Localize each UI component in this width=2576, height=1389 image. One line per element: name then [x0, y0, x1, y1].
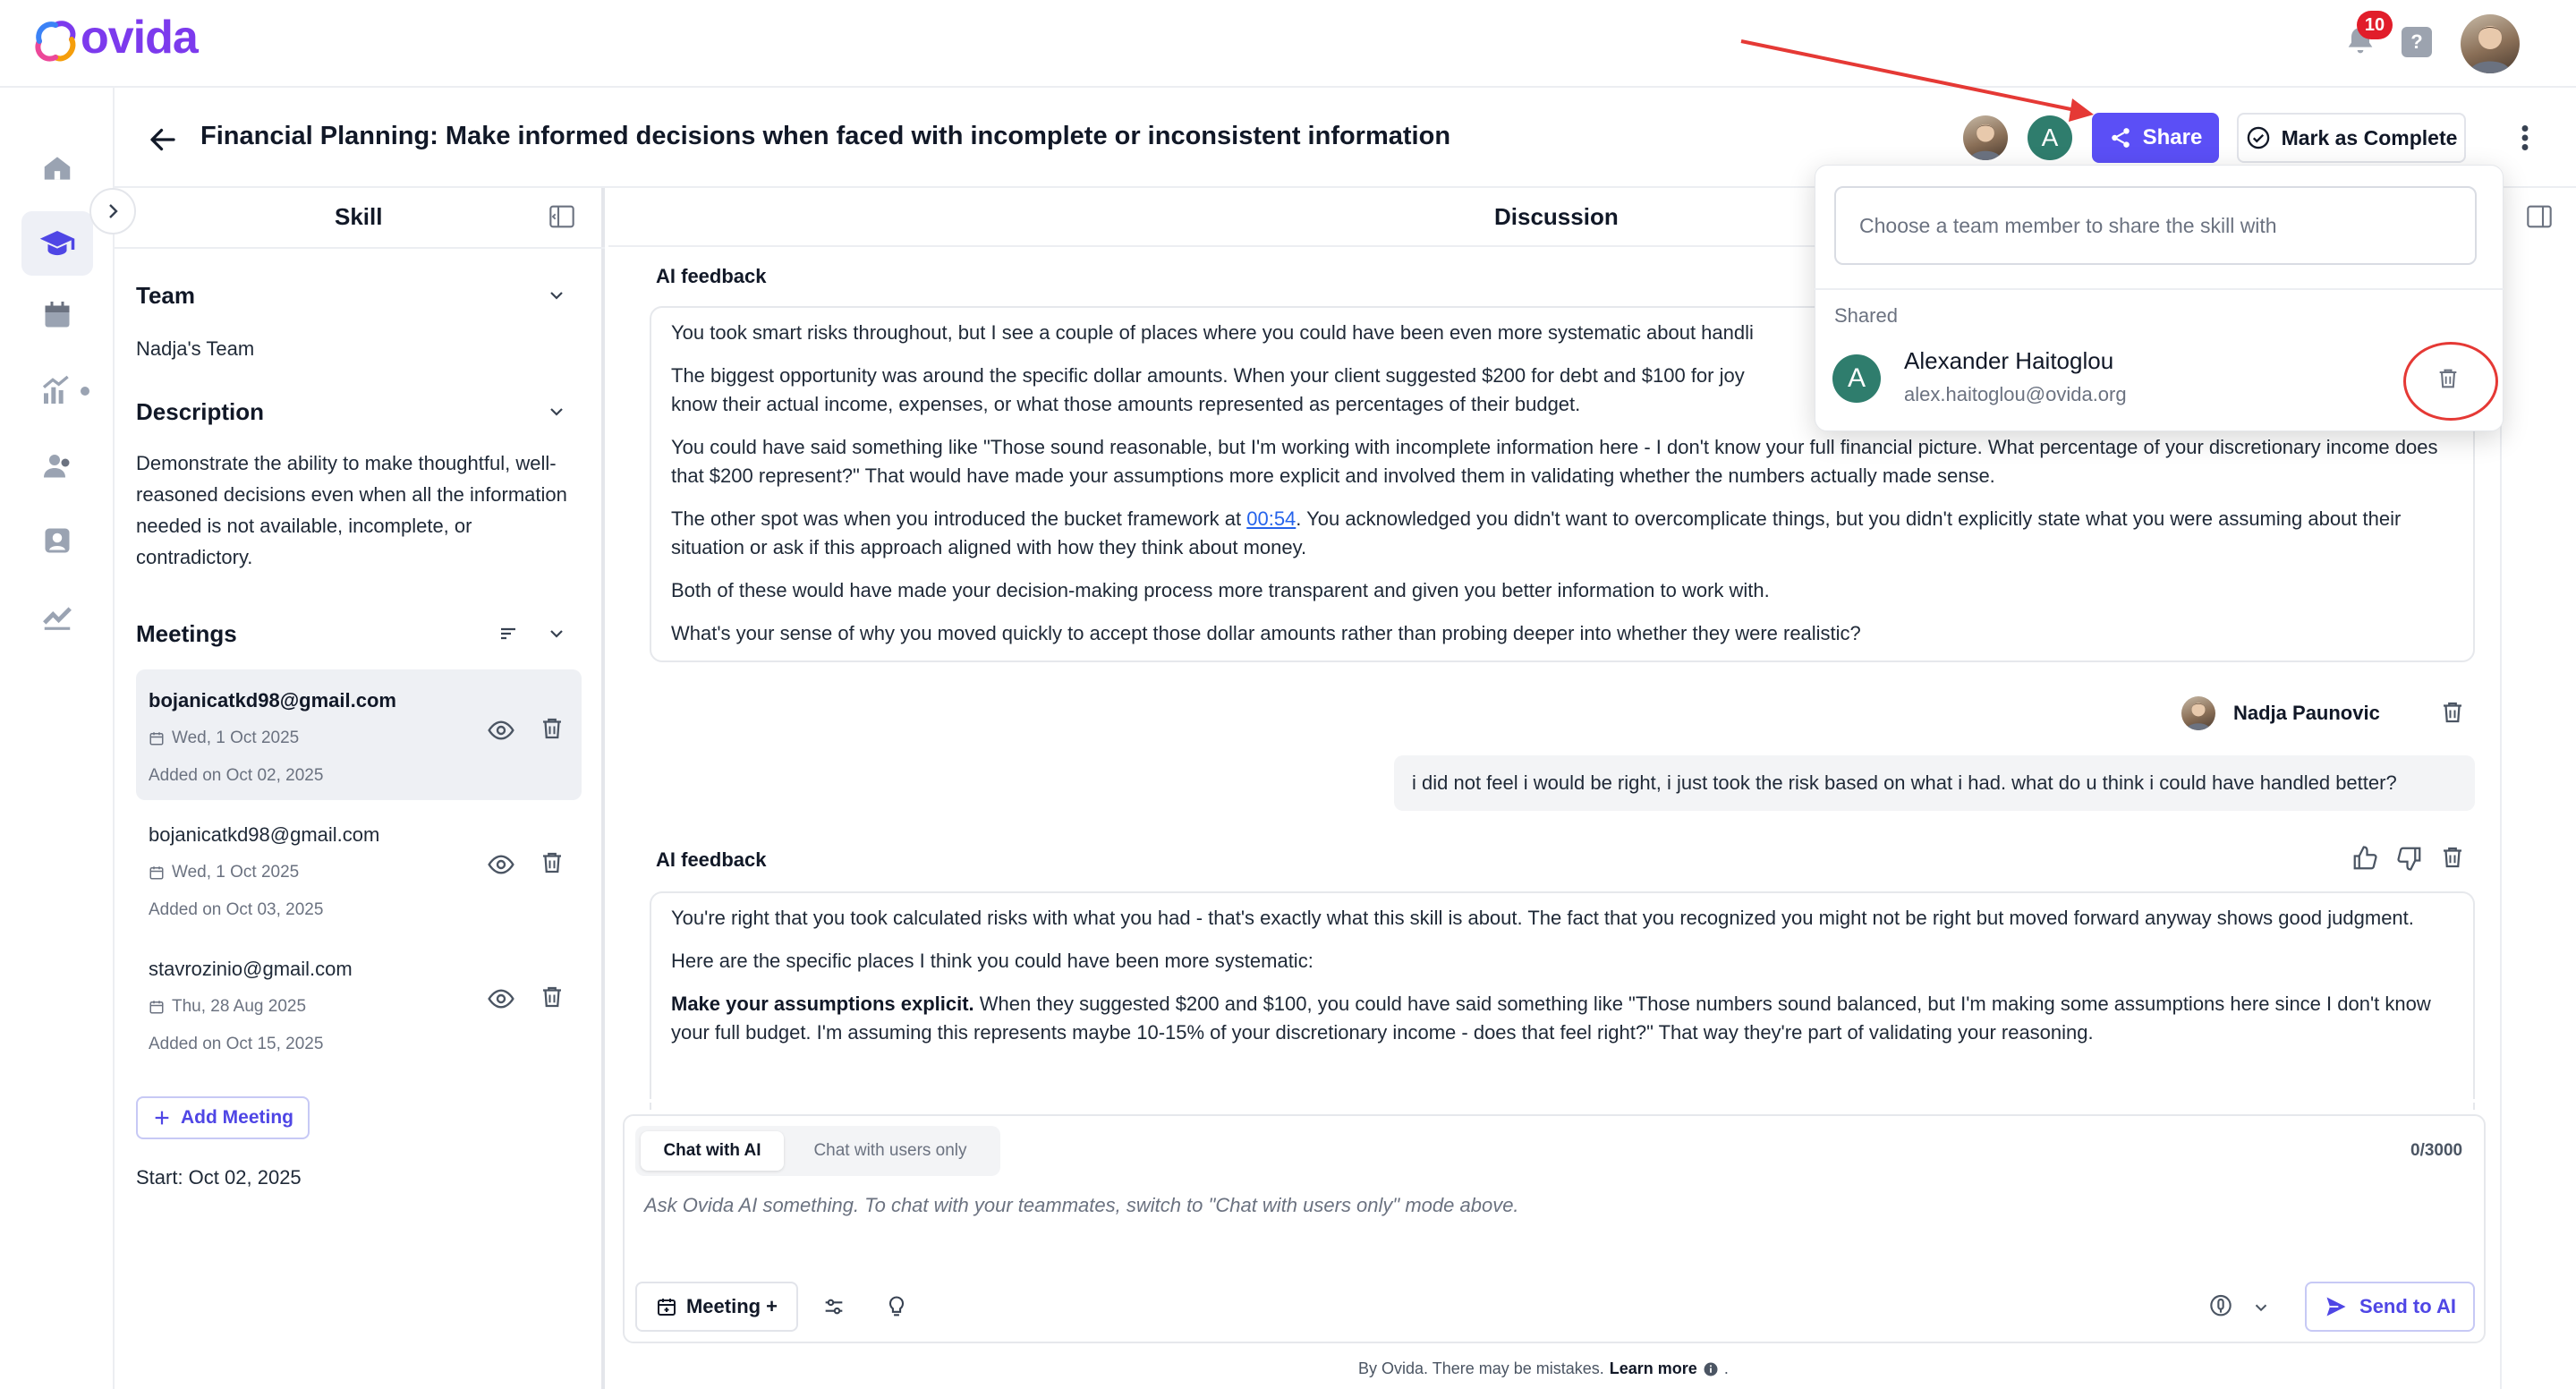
trend-icon: [40, 599, 74, 633]
user-avatar[interactable]: [2461, 14, 2520, 73]
team-chevron-down-icon[interactable]: [546, 285, 567, 306]
feedback-bold-text: Make your assumptions explicit.: [671, 993, 974, 1015]
nav-calendar[interactable]: [21, 283, 93, 347]
feedback-text: . You acknowledged you didn't want to overcomplicate things, but you didn't explicitly state what you were assuming about their situation or ask if this approach aligned with how they think about money.: [671, 507, 2402, 558]
ai-feedback-label: AI feedback: [656, 265, 767, 287]
meetings-title: Meetings: [136, 620, 237, 647]
meeting-added: Added on Oct 15, 2025: [149, 1035, 324, 1053]
delete-trash-icon[interactable]: [539, 714, 565, 743]
nav-people[interactable]: [21, 433, 93, 498]
annotation-circle: [2403, 342, 2498, 421]
meeting-item[interactable]: [136, 938, 582, 1069]
profile-icon: [41, 524, 73, 557]
right-collapsed-panel: [2500, 188, 2576, 1389]
feedback-paragraph: [671, 505, 2452, 562]
feedback-paragraph: Here are the specific places I think you could have been more systematic:: [671, 950, 1314, 972]
mic-options-chevron-down-icon[interactable]: [2251, 1298, 2271, 1317]
meetings-chevron-down-icon[interactable]: [546, 623, 567, 644]
team-title: Team: [136, 282, 195, 309]
feedback-paragraph: You took smart risks throughout, but I see a couple of places where you could have been even more systematic about handli: [671, 321, 1754, 344]
check-circle-icon: [2246, 125, 2271, 150]
meeting-button[interactable]: [635, 1282, 798, 1332]
home-icon: [40, 151, 74, 185]
meeting-email: bojanicatkd98@gmail.com: [149, 689, 396, 712]
plus-icon: [152, 1108, 172, 1128]
thumbs-down-icon[interactable]: [2396, 845, 2423, 872]
page-title: Financial Planning: Make informed decisions when faced with incomplete or inconsistent information: [200, 122, 1451, 150]
meeting-date: [149, 863, 299, 882]
feedback-paragraph: Both of these would have made your decision-making process more transparent and given you better information to work with.: [671, 579, 1770, 601]
divider: [608, 1099, 2500, 1103]
delete-trash-icon[interactable]: [539, 983, 565, 1011]
learn-more-link[interactable]: Learn more: [1609, 1359, 1697, 1377]
info-icon: [1703, 1361, 1719, 1377]
calendar-icon: [149, 730, 165, 746]
graduation-cap-icon: [38, 225, 76, 262]
divider: [115, 247, 605, 249]
team-member-search-input[interactable]: Choose a team member to share the skill with: [1834, 186, 2477, 265]
shared-member-email: alex.haitoglou@ovida.org: [1904, 383, 2127, 405]
feedback-paragraph: The biggest opportunity was around the specific dollar amounts. When your client suggested $200 for debt and $100 for joy: [671, 364, 1745, 387]
meeting-date-text: Thu, 28 Aug 2025: [172, 997, 307, 1016]
app-logo-text[interactable]: ovida: [81, 12, 198, 64]
delete-feedback-trash-icon[interactable]: [2439, 843, 2466, 872]
more-options-icon[interactable]: [2514, 122, 2536, 154]
top-bar: [0, 0, 2576, 88]
meeting-email: bojanicatkd98@gmail.com: [149, 823, 380, 846]
send-button-label: Send to AI: [2359, 1295, 2456, 1317]
participant-avatar-initial[interactable]: A: [2028, 115, 2072, 160]
feedback-paragraph: know their actual income, expenses, or what those amounts represented as percentages of their budget.: [671, 393, 1581, 415]
ai-feedback-label: AI feedback: [656, 848, 767, 871]
users-icon: [41, 449, 73, 481]
feedback-paragraph: You're right that you took calculated risks with what you had - that's exactly what this skill is about. The fact that you recognized you might not be right but moved forward anyway shows good judgment.: [671, 907, 2414, 929]
expand-panel-icon[interactable]: [2525, 202, 2554, 231]
send-icon: [2324, 1294, 2349, 1319]
user-message-name: Nadja Paunovic: [2233, 702, 2380, 724]
meeting-added: Added on Oct 03, 2025: [149, 900, 324, 919]
feedback-paragraph: What's your sense of why you moved quickly to accept those dollar amounts rather than probing deeper into whether they were realistic?: [671, 622, 1861, 644]
footer-period: .: [1723, 1359, 1729, 1377]
lightbulb-icon[interactable]: [884, 1294, 909, 1319]
character-counter: 0/3000: [2410, 1141, 2463, 1160]
nav-reports[interactable]: [21, 584, 93, 648]
participant-avatar-photo[interactable]: [1963, 115, 2008, 160]
timestamp-link[interactable]: 00:54: [1246, 507, 1297, 530]
shared-member-name: Alexander Haitoglou: [1904, 347, 2114, 374]
calendar-icon: [41, 299, 73, 331]
calendar-icon: [149, 999, 165, 1015]
annotation-arrow-icon: [1736, 32, 2112, 122]
meeting-date: [149, 997, 306, 1017]
tab-chat-with-ai[interactable]: Chat with AI: [641, 1131, 784, 1171]
chart-icon: [39, 372, 75, 408]
calendar-icon: [149, 865, 165, 881]
notification-badge: 10: [2357, 11, 2393, 39]
meeting-added: Added on Oct 02, 2025: [149, 766, 324, 785]
help-icon[interactable]: ?: [2402, 27, 2432, 57]
message-input[interactable]: Ask Ovida AI something. To chat with your teammates, switch to "Chat with users only" mode above.: [644, 1194, 1519, 1216]
nav-profile[interactable]: [21, 508, 93, 573]
nav-home[interactable]: [21, 136, 93, 200]
expand-nav-button[interactable]: [89, 188, 136, 234]
settings-sliders-icon[interactable]: [821, 1294, 846, 1319]
description-title: Description: [136, 398, 265, 425]
nav-analytics[interactable]: [21, 358, 93, 422]
add-meeting-button[interactable]: [136, 1096, 310, 1139]
add-meeting-label: Add Meeting: [181, 1107, 293, 1128]
view-eye-icon[interactable]: [487, 850, 515, 879]
shared-label: Shared: [1834, 304, 1898, 327]
thumbs-up-icon[interactable]: [2351, 845, 2378, 872]
meeting-item[interactable]: [136, 804, 582, 934]
send-to-ai-button[interactable]: [2305, 1282, 2475, 1332]
meeting-button-label: Meeting +: [685, 1295, 778, 1317]
ovida-logo-icon[interactable]: [32, 18, 79, 64]
mark-complete-button[interactable]: [2237, 113, 2466, 163]
team-name: Nadja's Team: [136, 337, 255, 360]
meeting-date-text: Wed, 1 Oct 2025: [172, 863, 300, 882]
nav-rail: [0, 88, 115, 1389]
start-date: Start: Oct 02, 2025: [136, 1166, 302, 1189]
nav-skills[interactable]: [21, 211, 93, 276]
feedback-paragraph: You could have said something like "Those sound reasonable, but I'm working with incomplete information here - I don't know your full financial picture. What percentage of your discretionary income does that $200 represent?" That would have made your assumptions more explicit and involved them in validating whether the numbers actually made sense.: [671, 436, 2438, 487]
chevron-right-icon: [102, 200, 123, 222]
view-eye-icon[interactable]: [487, 716, 515, 745]
discussion-title: Discussion: [1494, 203, 1619, 230]
divider: [1815, 288, 2504, 290]
back-arrow-icon[interactable]: [147, 124, 179, 156]
delete-trash-icon[interactable]: [539, 848, 565, 877]
share-button-label: Share: [2142, 125, 2203, 149]
mark-complete-label: Mark as Complete: [2281, 125, 2458, 149]
skill-panel-title: Skill: [335, 203, 383, 230]
user-message-avatar: [2181, 696, 2215, 730]
description-text: Demonstrate the ability to make thoughtful, well-reasoned decisions even when all the information needed is not available, incomplete, or contradictory.: [136, 452, 567, 568]
footer-disclaimer: [1358, 1359, 1729, 1378]
meeting-date: [149, 729, 299, 748]
description-chevron-down-icon[interactable]: [546, 401, 567, 422]
calendar-plus-icon: [656, 1296, 677, 1317]
shared-member-avatar: A: [1832, 354, 1881, 403]
disclaimer-text: By Ovida. There may be mistakes.: [1358, 1359, 1604, 1377]
view-eye-icon[interactable]: [487, 984, 515, 1013]
feedback-paragraph: [671, 990, 2452, 1047]
tab-chat-with-users[interactable]: Chat with users only: [813, 1141, 967, 1160]
microphone-icon[interactable]: [2206, 1292, 2235, 1321]
share-icon: [2109, 126, 2132, 149]
feedback-text: The other spot was when you introduced the bucket framework at: [671, 507, 1247, 530]
meeting-item[interactable]: [136, 669, 582, 800]
feedback-text: When they suggested $200 and $100, you could have said something like "Those numbers sound balanced, but I'm making some assumptions here since I don't know your full budget. I'm assuming this represents maybe 10-15% of your discretionary income - does that feel right?" That way they're part of validating your reasoning.: [671, 993, 2431, 1044]
ai-feedback-message: [650, 891, 2475, 1110]
user-message-bubble: i did not feel i would be right, i just took the risk based on what i had. what do u think i could have handled better?: [1394, 755, 2475, 811]
delete-message-trash-icon[interactable]: [2439, 698, 2466, 727]
meeting-date-text: Wed, 1 Oct 2025: [172, 729, 300, 747]
status-dot: [81, 387, 89, 396]
meeting-email: stavrozinio@gmail.com: [149, 958, 353, 980]
collapse-panel-icon[interactable]: [548, 202, 576, 231]
sort-icon[interactable]: [497, 623, 519, 644]
